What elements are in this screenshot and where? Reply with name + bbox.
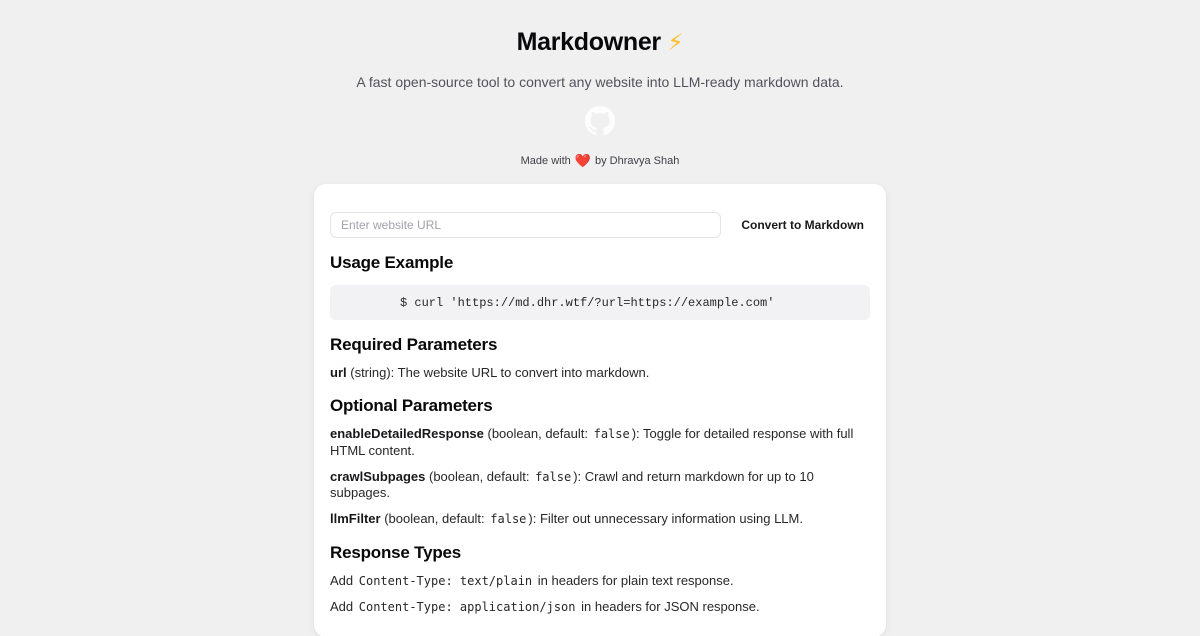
convert-form	[330, 212, 870, 238]
param-url-line: url (string): The website URL to convert into markdown.	[330, 365, 650, 380]
made-with-suffix: by Dhravya Shah	[594, 155, 680, 167]
param-llm-filter-line: llmFilter (boolean, default: false ): Filter out unnecessary information using LLM.	[330, 511, 803, 527]
github-link[interactable]	[585, 106, 615, 136]
page-title	[0, 28, 1200, 57]
lightning-bolt-icon: ⚡	[667, 29, 684, 55]
usage-code-block	[330, 285, 870, 320]
optional-parameters-heading: Optional Parameters	[330, 396, 493, 416]
response-json-line: Add Content-Type: application/json in headers for JSON response.	[330, 598, 760, 614]
usage-example-heading: Usage Example	[330, 253, 454, 272]
convert-to-markdown-button[interactable]: Convert to Markdown	[735, 218, 870, 232]
param-enable-detailed-response-line: enableDetailedResponse (boolean, default: false ): Toggle for detailed response with full HTML content.	[330, 426, 854, 458]
made-with-prefix: Made with	[520, 155, 571, 167]
curl-command: $ curl 'https://md.dhr.wtf/?url=https://example.com'	[400, 296, 775, 310]
main-card	[314, 184, 886, 636]
page-subtitle: A fast open-source tool to convert any website into LLM-ready markdown data.	[356, 74, 844, 90]
param-crawl-subpages-line: crawlSubpages (boolean, default: false ): Crawl and return markdown for up to 10 subpages.	[330, 468, 814, 500]
page-header	[0, 0, 1200, 169]
made-with-credit	[0, 153, 1200, 169]
required-parameters-heading: Required Parameters	[330, 335, 498, 354]
response-plain-text-line: Add Content-Type: text/plain in headers for plain text response.	[330, 572, 734, 588]
response-types-heading: Response Types	[330, 542, 462, 562]
page-title-text: Markdowner	[516, 28, 661, 56]
heart-icon: ❤️	[574, 153, 591, 168]
website-url-input[interactable]	[330, 212, 721, 238]
github-icon	[585, 106, 615, 136]
